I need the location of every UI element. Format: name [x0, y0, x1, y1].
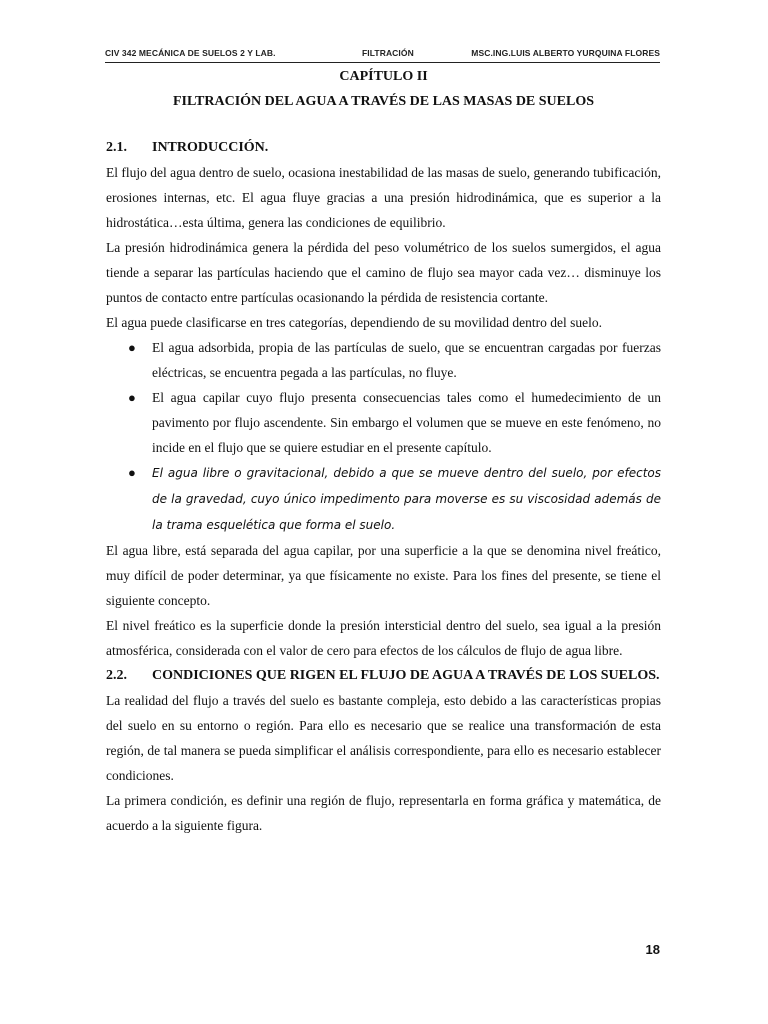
page-number: 18	[645, 942, 660, 957]
list-item	[106, 335, 661, 385]
chapter-label: CAPÍTULO II	[339, 69, 428, 84]
list-item-text: El agua libre o gravitacional, debido a que se mueve dentro del suelo, por efectos de la gravedad, cuyo único impedimento para moverse es su viscosidad además de la trama esquelética que forma el suelo.	[152, 466, 661, 532]
section-title: CONDICIONES QUE RIGEN EL FLUJO DE AGUA A TRAVÉS DE LOS SUELOS.	[152, 668, 660, 683]
header-author: MSC.ING.LUIS ALBERTO YURQUINA FLORES	[471, 48, 660, 58]
header-topic: FILTRACIÓN	[362, 48, 414, 58]
list-item-text: El agua capilar cuyo flujo presenta consecuencias tales como el humedecimiento de un pavimento por flujo ascendente. Sin embargo el volumen que se mueve en este fenómeno, no incide en el flujo que se quiere estudiar en el presente capítulo.	[152, 390, 661, 455]
paragraph: La primera condición, es definir una región de flujo, representarla en forma gráfica y matemática, de acuerdo a la siguiente figura.	[106, 793, 661, 833]
page-body	[106, 64, 661, 838]
paragraph: El agua libre, está separada del agua capilar, por una superficie a la que se denomina nivel freático, muy difícil de poder determinar, ya que físicamente no existe. Para los fines del presente, se tiene el siguiente concepto.	[106, 543, 661, 608]
list-item	[106, 460, 661, 538]
section-heading-introduction	[106, 135, 661, 160]
bullet-icon: ●	[128, 340, 136, 355]
header-course: CIV 342 MECÁNICA DE SUELOS 2 Y LAB.	[105, 48, 276, 58]
chapter-title: FILTRACIÓN DEL AGUA A TRAVÉS DE LAS MASAS DE SUELOS	[172, 94, 595, 109]
list-item	[106, 385, 661, 460]
bullet-icon: ●	[128, 390, 136, 405]
bullet-icon: ●	[128, 465, 136, 480]
section-number: 2.1.	[106, 140, 127, 155]
paragraph: El flujo del agua dentro de suelo, ocasiona inestabilidad de las masas de suelo, generando tubificación, erosiones internas, etc. El agua fluye gracias a una presión hidrodinámica, que es superior a la hidrostática…esta última, genera las condiciones de equilibrio.	[106, 165, 661, 230]
paragraph: El agua puede clasificarse en tres categorías, dependiendo de su movilidad dentro del suelo.	[106, 315, 602, 330]
section-title: INTRODUCCIÓN.	[152, 140, 269, 155]
paragraph: El nivel freático es la superficie donde la presión intersticial dentro del suelo, sea igual a la presión atmosférica, considerada con el valor de cero para efectos de los cálculos de flujo de agua libre.	[106, 618, 661, 658]
paragraph: La realidad del flujo a través del suelo es bastante compleja, esto debido a las características propias del suelo en su entorno o región. Para ello es necesario que se realice una transformación de esta región, de tal manera se pueda simplificar el análisis correspondiente, para ello es necesario establecer condiciones.	[106, 693, 661, 783]
water-categories-list	[106, 335, 661, 538]
section-number: 2.2.	[106, 668, 127, 683]
page-header	[105, 42, 660, 63]
paragraph: La presión hidrodinámica genera la pérdida del peso volumétrico de los suelos sumergidos, el agua tiende a separar las partículas haciendo que el camino de flujo sea mayor cada vez… disminuye los puntos de contacto entre partículas ocasionando la pérdida de resistencia cortante.	[106, 240, 661, 305]
section-heading-conditions	[106, 663, 661, 688]
list-item-text: El agua adsorbida, propia de las partículas de suelo, que se encuentran cargadas por fuerzas eléctricas, se encuentra pegada a las partículas, no fluye.	[152, 340, 661, 380]
